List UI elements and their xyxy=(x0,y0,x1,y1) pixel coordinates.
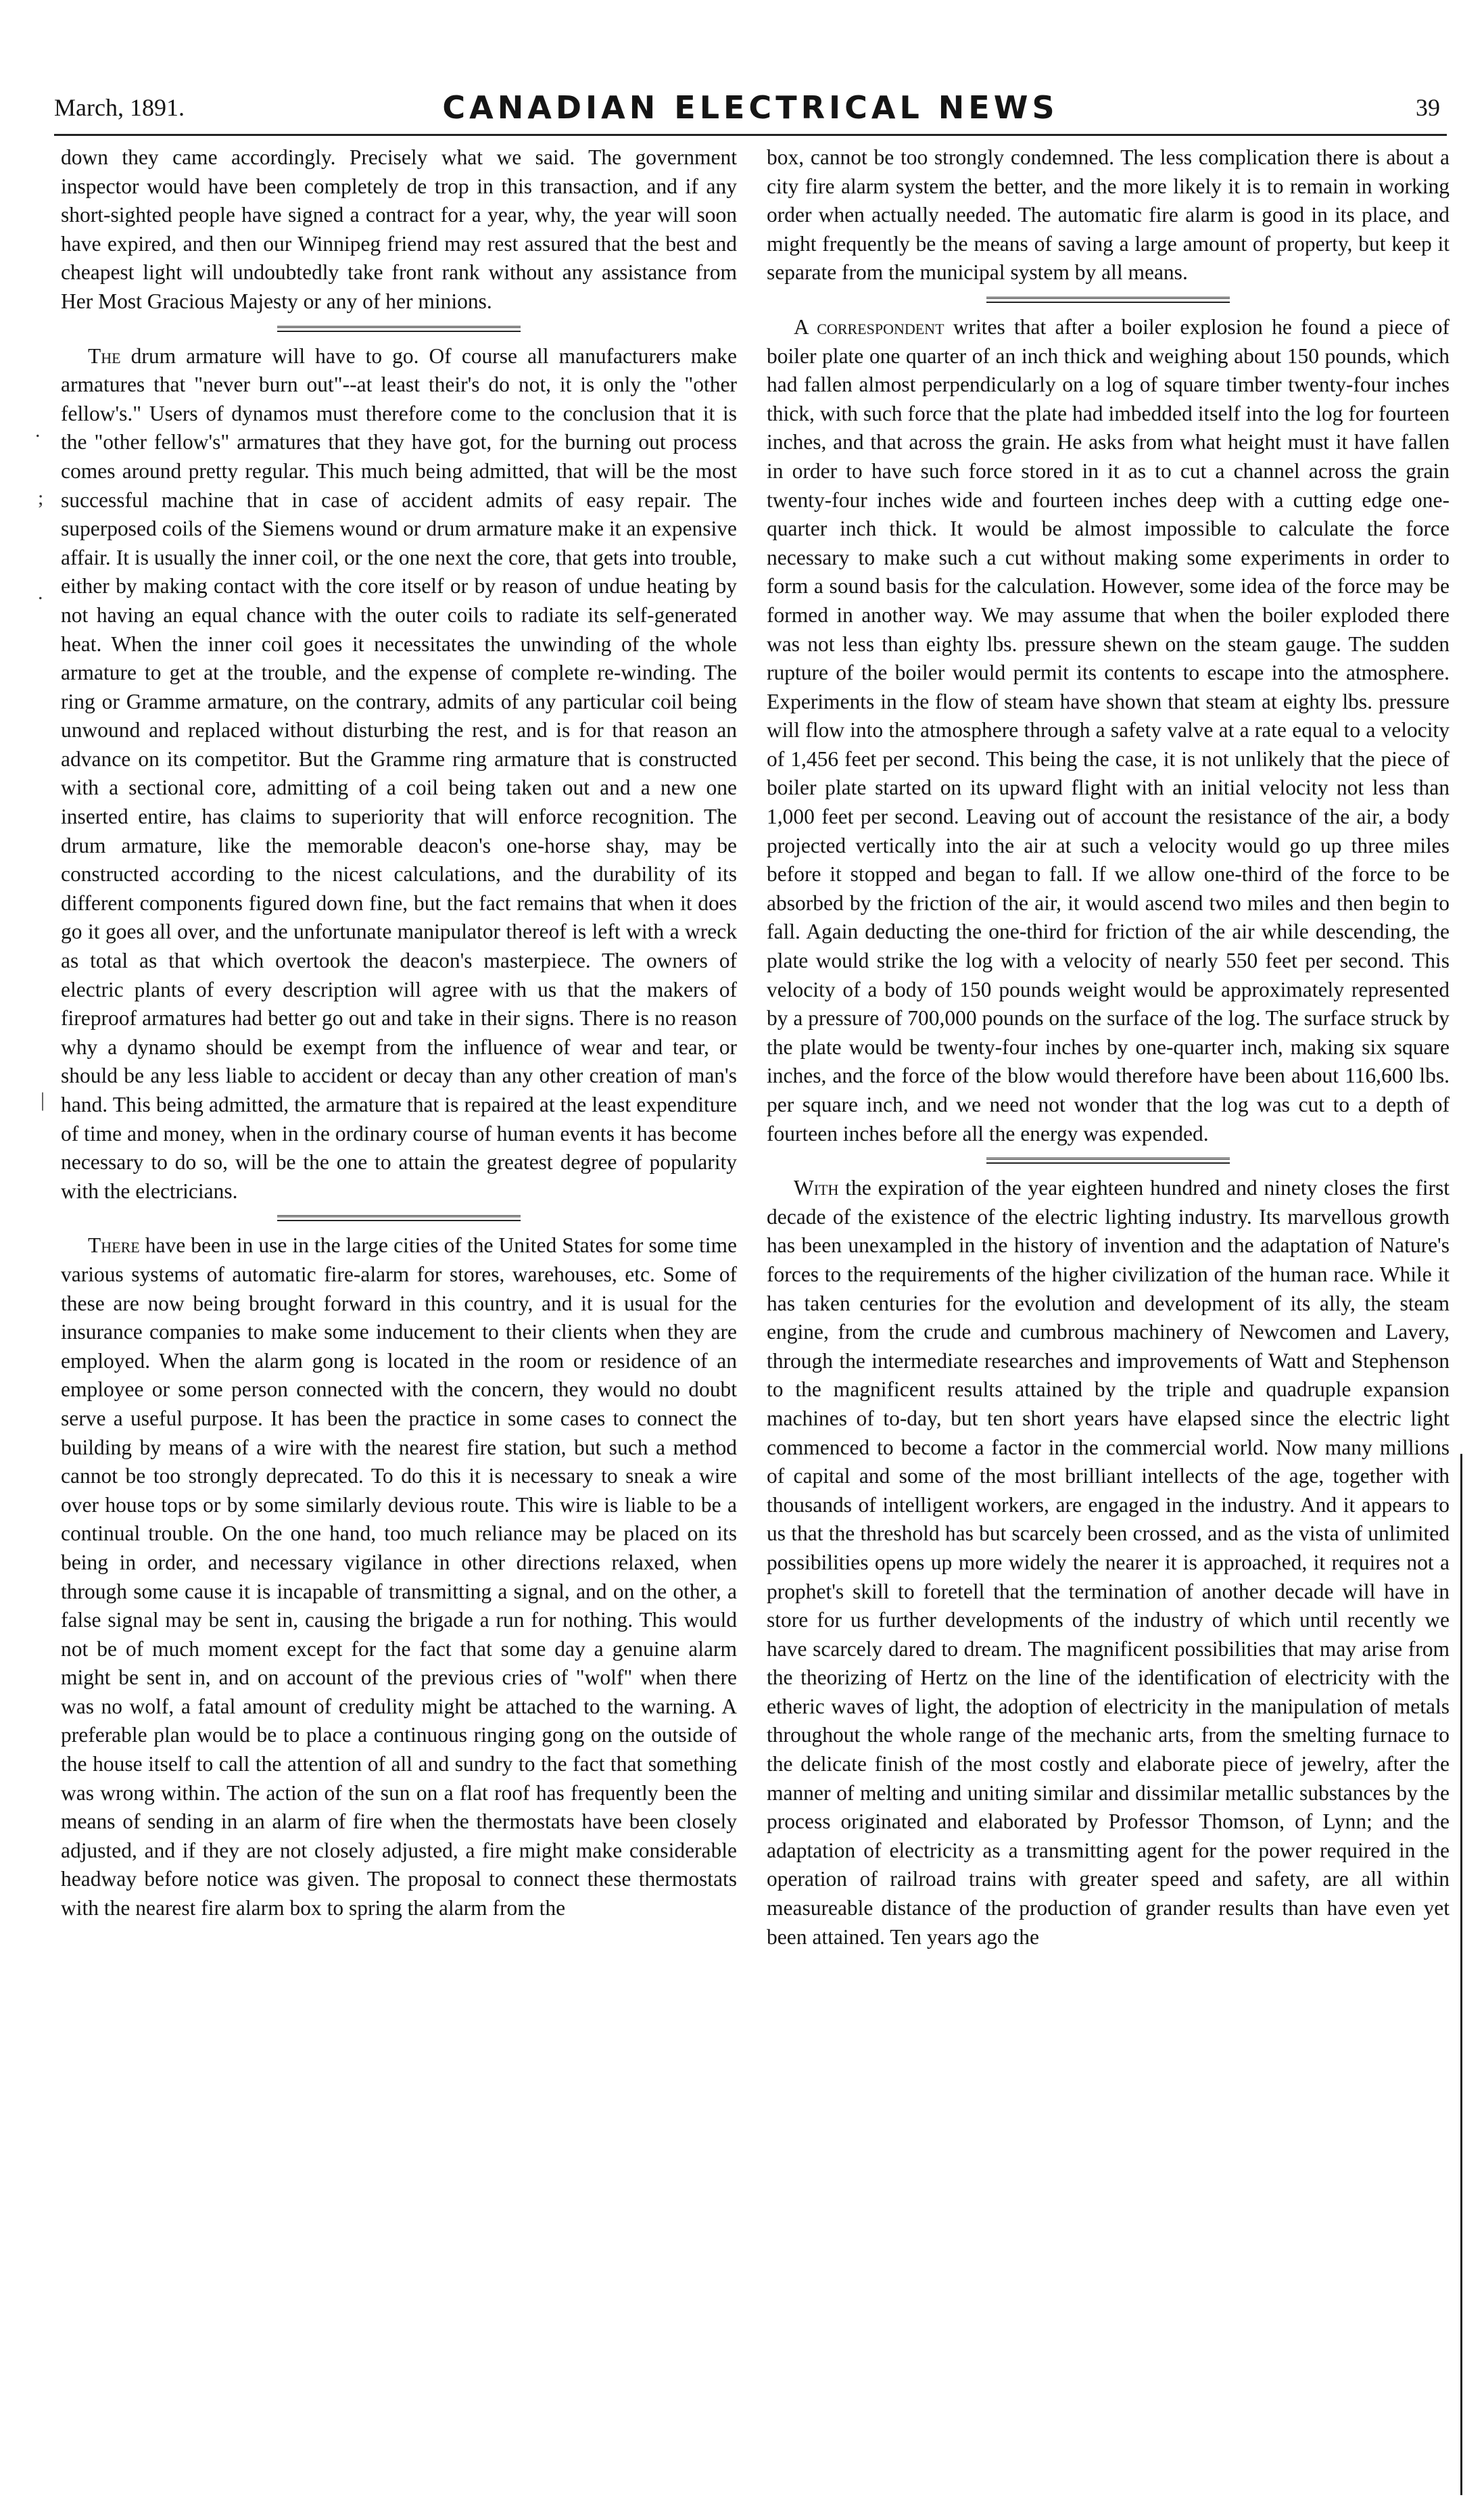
masthead-title: CANADIAN ELECTRICAL NEWS xyxy=(442,89,1059,126)
margin-mark: . xyxy=(35,419,41,442)
article-boiler-explosion: A correspondent writes that after a boiler explosion he found a piece of boiler plate one quarter of an inch thick and weighing about 150 pounds, which had fallen almost perpendicularly on a log of square timber twenty-four inches thick, with such force that the plate had imbedded itself into the log for fourteen inches, and that across the grain. He asks from what height must it have fallen in order to have such force stored in it as to cut a channel across the grain twenty-four inches wide and fourteen inches deep with a cutting edge one-quarter inch thick. It would be almost impossible to calculate the force necessary to make such a cut without making some experiments in order to form a sound basis for the calculation. However, some idea of the force may be formed in another way. We may assume that when the boiler exploded there was not less than eighty lbs. pressure shewn on the steam gauge. The sudden rupture of the boiler would permit its contents to escape into the atmosphere. Experiments in the flow of steam have shown that steam at eighty lbs. pressure will flow into the atmosphere through a safety valve at a rate equal to a velocity of 1,456 feet per second. This being the case, it is not unlikely that the piece of boiler plate started on its upward flight with an initial velocity not less than 1,000 feet per second. Leaving out of account the resistance of the air, a body projected vertically into the air at such a velocity would go up three miles before it stopped and began to fall. If we allow one-third of the force to be absorbed by the friction of the air, it would ascend two miles and then begin to fall. Again deducting the one-third for friction of the air while descending, the plate would strike the log with a velocity of nearly 550 feet per second. This velocity of a body of 150 pounds weight would be approximately represented by a pressure of 700,000 pounds on the surface of the log. The surface struck by the plate would be twenty-four inches by one-quarter inch, making six square inches, and the force of the blow would therefore have been about 116,600 lbs. per square inch, and we need not wonder that the log was cut to a depth of fourteen inches before all the energy was expended. xyxy=(767,314,1450,1145)
article-fire-alarm: There have been in use in the large cities of the United States for some time various systems of automatic fire-alarm for stores, warehouses, etc. Some of these are now being brought forward in this country, and it is usual for the insurance companies to make some inducement to their clients when they are employed. When the alarm gong is located in the room or residence of an employee or some person connected with the concern, they would no doubt serve a useful purpose. It has been the practice in some cases to connect the building by means of a wire with the nearest fire station, but such a method cannot be too strongly deprecated. To do this it is necessary to sneak a wire over house tops or by some similarly devious route. This wire is liable to be a continual trouble. On the one hand, too much reliance may be placed on its being in order, and necessary vigilance in other directions relaxed, when through some cause it is incapable of transmitting a signal, and on the other, a false signal may be sent in, causing the brigade a run for nothing. This would not be of much moment except for the fact that some day a genuine alarm might be sent in, and on account of the previous cries of "wolf" when there was no wolf, a fatal amount of credulity might be attached to the warning. A preferable plan would be to place a continuous ringing gong on the outside of the house itself to call the attention of all and sundry to the fact that something was wrong within. The action of the sun on a flat roof has frequently been the means of sending in an alarm of fire when the thermostats have been closely adjusted, and if they are not closely adjusted, a fire might make considerable headway before notice was given. The proposal to connect these thermostats with the nearest fire alarm box to spring the alarm from the xyxy=(61,1233,737,1920)
page-number: 39 xyxy=(1416,94,1440,121)
section-separator xyxy=(767,1148,1450,1174)
article-electric-decade: With the expiration of the year eighteen hundred and ninety closes the first decade of the existence of the electric lighting industry. Its marvellous growth has been unexampled in the history of invention and the adaptation of Nature's forces to the requirements of the higher civilization of the human race. While it has taken centuries for the evolution and development of its ally, the steam engine, from the crude and cumbrous machinery of Newcomen and Lavery, through the intermediate researches and improvements of Watt and Stephenson to the magnificent results attained by the triple and quadruple expansion machines of to-day, but ten short years have elapsed since the electric light commenced to become a factor in the commercial world. Now many millions of capital and some of the most brilliant intellects of the age, together with thousands of intelligent workers, are engaged in the industry. And it appears to us that the threshold has but scarcely been crossed, and as the vista of unlimited possibilities opens up more widely the nearer it is approached, it requires not a prophet's skill to foretell that the termination of another decade will have in store for us further developments of the industry of which until recently we have scarcely dared to dream. The magnificent possibilities that may arise from the theorizing of Hertz on the line of the identification of electricity with the etheric waves of light, the adoption of electricity in the manipulation of metals throughout the whole range of the mechanic arts, from the smelting furnace to the delicate finish of the most costly and elaborate piece of jewelry, after the manner of melting and uniting similar and dissimilar metallic substances by the process originated and elaborated by Professor Thomson, of Lynn; and the adaptation of electricity as a transmitting agent for the power required in the operation of railroad trains with greater speed and safety, are all within measureable distance of the production of grander results than have even yet been attained. Ten years ago the xyxy=(767,1176,1450,1949)
article-drum-armature: The drum armature will have to go. Of course all manufacturers make armatures that "never burn out"--at least their's do not, it is only the "other fellow's." Users of dynamos must therefore come to the conclusion that it is the "other fellow's" armatures that they have got, for the burning out process comes around pretty regular. This much being admitted, that will be the most successful machine that in case of accident admits of easy repair. The superposed coils of the Siemens wound or drum armature make it an expensive affair. It is usually the inner coil, or the one next the core, that gets into trouble, either by making contact with the core itself or by reason of undue heating by not having an equal chance with the outer coils to radiate its self-generated heat. When the inner coil goes it necessitates the unwinding of the whole armature to get at the trouble, and the expense of complete re-winding. The ring or Gramme armature, on the contrary, admits of any particular coil being unwound and replaced without disturbing the rest, and is for that reason an advance on its competitor. But the Gramme ring armature that is constructed with a sectional core, admitting of a coil being taken out and a new one inserted entire, has claims to superiority that will enforce recognition. The drum armature, like the memorable deacon's one-horse shay, may be constructed according to the nicest calculations, and the durability of its different components figured down fine, but the fact remains that when it does go it goes all over, and the unfortunate manipulator thereof is left with a wreck as total as that which overtook the deacon's masterpiece. The owners of electric plants of every description will agree with us that the makers of fireproof armatures had better go out and take in their signs. There is no reason why a dynamo should be exempt from the influence of wear and tear, or should be any less liable to accident or decay than any other creation of man's hand. This being admitted, the armature that is repaired at the least expenditure of time and money, when in the ordinary course of human events it has become necessary to do so, will be the one to attain the greatest degree of popularity with the electricians. xyxy=(61,344,737,1203)
left-column xyxy=(61,143,737,1923)
section-separator xyxy=(61,1206,737,1231)
margin-mark: | xyxy=(41,1089,45,1111)
section-separator xyxy=(767,287,1450,313)
lead-in: The xyxy=(88,344,121,368)
article-fire-alarm-continued: box, cannot be too strongly condemned. The less complication there is about a city fire alarm system the better, and the more likely it is to remain in working order when actually needed. The automatic fire alarm is good in its place, and might frequently be the means of saving a large amount of property, but keep it separate from the municipal system by all means. xyxy=(767,145,1450,285)
header-rule xyxy=(54,134,1447,136)
margin-mark: . xyxy=(38,582,43,604)
lead-in: With xyxy=(794,1176,839,1200)
issue-date: March, 1891. xyxy=(54,94,185,121)
margin-mark: ; xyxy=(38,487,44,509)
page-header xyxy=(54,87,1447,127)
lead-in: A correspondent xyxy=(794,314,944,339)
margin-rule xyxy=(1460,1454,1462,2495)
article-continuation: down they came accordingly. Precisely what we said. The government inspector would have been completely de trop in this transaction, and if any short-sighted people have signed a contract for a year, why, the year will soon have expired, and then our Winnipeg friend may rest assured that the best and cheapest light will undoubtedly take front rank without any assistance from Her Most Gracious Majesty or any of her minions. xyxy=(61,145,737,313)
right-column xyxy=(767,143,1450,1951)
lead-in: There xyxy=(88,1233,140,1258)
section-separator xyxy=(61,316,737,342)
